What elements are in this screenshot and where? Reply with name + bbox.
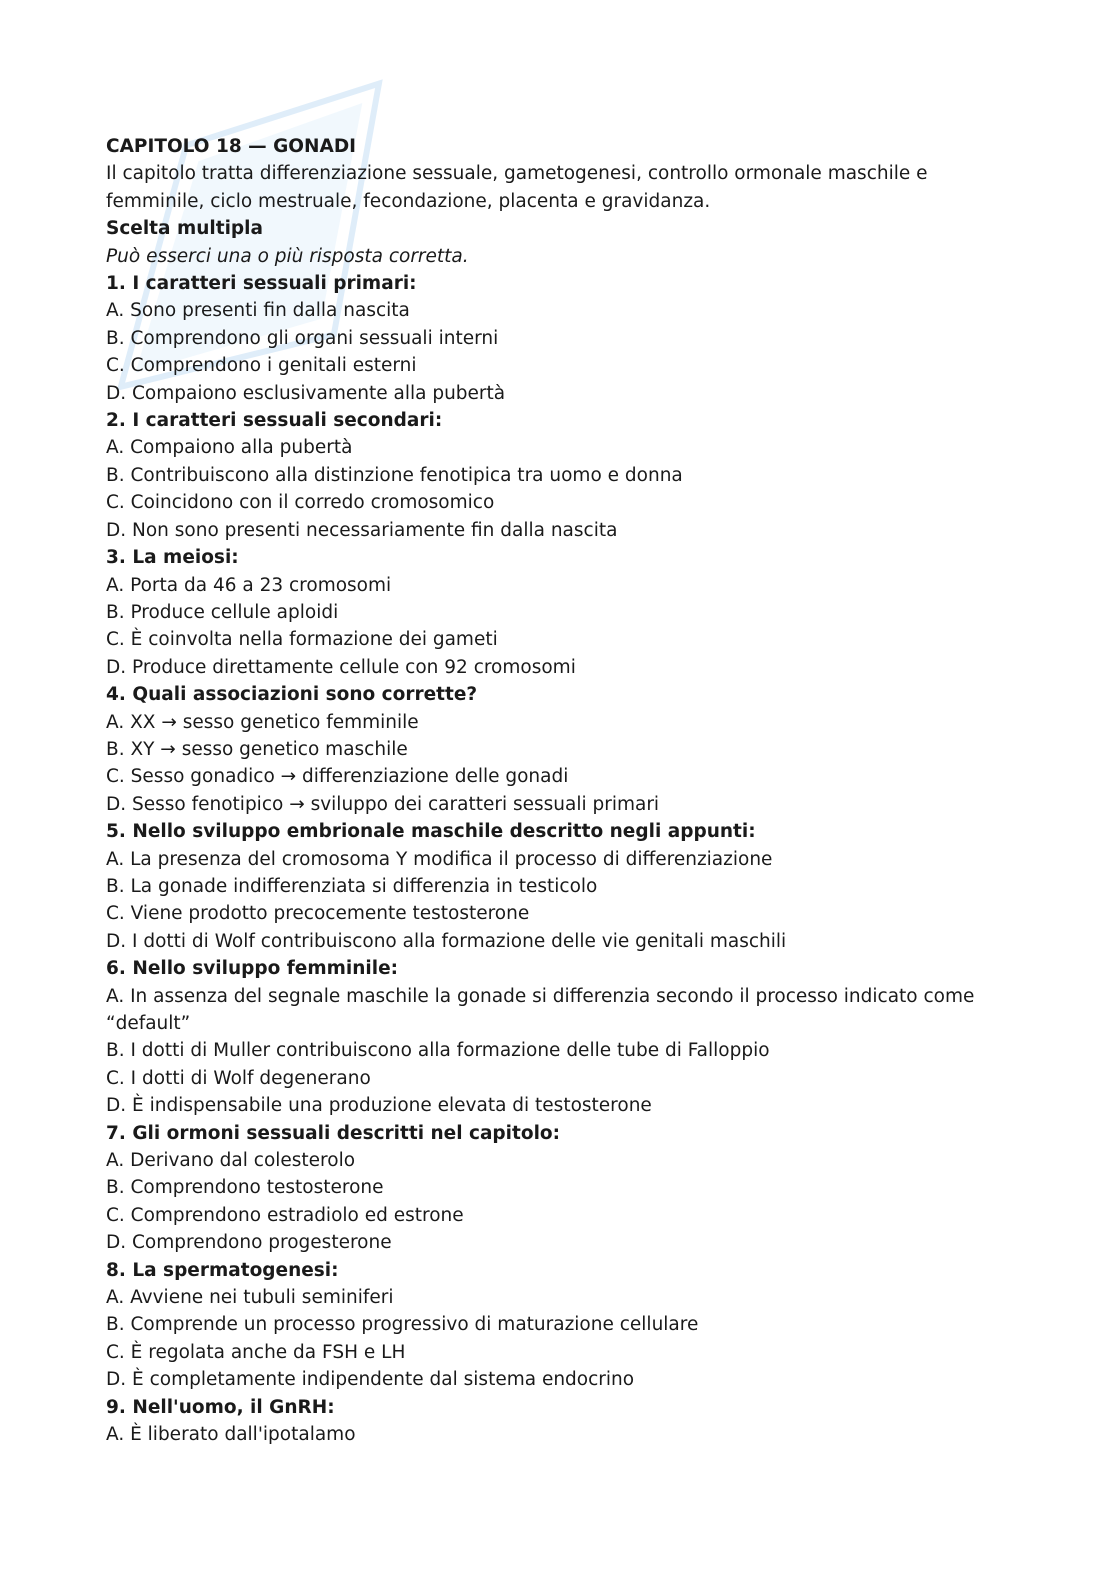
answer-option: A. La presenza del cromosoma Y modifica il processo di differenziazione [106, 848, 773, 870]
question-title: 7. Gli ormoni sessuali descritti nel capitolo: [106, 1122, 561, 1144]
answer-option: C. I dotti di Wolf degenerano [106, 1067, 371, 1089]
answer-option: D. È indispensabile una produzione elevata di testosterone [106, 1095, 652, 1117]
answer-option: A. In assenza del segnale maschile la gonade si differenzia secondo il processo indicato come “default” [106, 985, 975, 1034]
answer-option: C. È coinvolta nella formazione dei gameti [106, 629, 498, 651]
answer-option: C. Viene prodotto precocemente testosterone [106, 903, 530, 925]
answer-option: B. XY → sesso genetico maschile [106, 738, 408, 760]
question-block [106, 681, 986, 818]
question-block [106, 1120, 986, 1257]
answer-option: C. Sesso gonadico → differenziazione delle gonadi [106, 766, 569, 788]
question-title: 2. I caratteri sessuali secondari: [106, 410, 443, 432]
answer-option: B. I dotti di Muller contribuiscono alla formazione delle tube di Falloppio [106, 1040, 770, 1062]
answer-option: B. Contribuiscono alla distinzione fenotipica tra uomo e donna [106, 464, 683, 486]
answer-option: D. Comprendono progesterone [106, 1232, 392, 1254]
question-title: 6. Nello sviluppo femminile: [106, 958, 399, 980]
page-title: CAPITOLO 18 — GONADI [106, 136, 357, 157]
answer-option: C. Comprendono i genitali esterni [106, 355, 417, 377]
answer-option: A. Sono presenti fin dalla nascita [106, 300, 410, 322]
question-block [106, 407, 986, 544]
question-title: 8. La spermatogenesi: [106, 1259, 339, 1281]
answer-option: B. La gonade indifferenziata si differenzia in testicolo [106, 875, 598, 897]
question-title: 3. La meiosi: [106, 547, 239, 569]
answer-option: C. Comprendono estradiolo ed estrone [106, 1204, 464, 1226]
question-block [106, 270, 986, 407]
section-heading: Scelta multipla [106, 218, 263, 240]
question-title: 4. Quali associazioni sono corrette? [106, 684, 478, 706]
answer-option: C. Coincidono con il corredo cromosomico [106, 492, 495, 514]
answer-option: B. Comprende un processo progressivo di maturazione cellulare [106, 1314, 699, 1336]
answer-option: A. Porta da 46 a 23 cromosomi [106, 574, 392, 596]
answer-option: D. I dotti di Wolf contribuiscono alla formazione delle vie genitali maschili [106, 930, 787, 952]
answer-option: A. Compaiono alla pubertà [106, 437, 353, 459]
answer-option: A. Avviene nei tubuli seminiferi [106, 1287, 394, 1309]
answer-option: B. Comprendono testosterone [106, 1177, 384, 1199]
instructions: Può esserci una o più risposta corretta. [106, 245, 469, 267]
question-title: 5. Nello sviluppo embrionale maschile descritto negli appunti: [106, 821, 756, 843]
answer-option: D. Compaiono esclusivamente alla pubertà [106, 382, 506, 404]
question-title: 1. I caratteri sessuali primari: [106, 273, 417, 295]
answer-option: A. XX → sesso genetico femminile [106, 711, 419, 733]
answer-option: A. Derivano dal colesterolo [106, 1150, 356, 1172]
answer-option: B. Produce cellule aploidi [106, 601, 339, 623]
answer-option: D. Sesso fenotipico → sviluppo dei caratteri sessuali primari [106, 793, 660, 815]
question-block [106, 955, 986, 1119]
answer-option: D. È completamente indipendente dal sistema endocrino [106, 1369, 635, 1391]
answer-option: A. È liberato dall'ipotalamo [106, 1424, 356, 1446]
question-block [106, 818, 986, 955]
answer-option: C. È regolata anche da FSH e LH [106, 1341, 406, 1363]
chapter-intro: Il capitolo tratta differenziazione sessuale, gametogenesi, controllo ormonale maschile e femminile, ciclo mestruale, fecondazione, placenta e gravidanza. [106, 163, 928, 212]
answer-option: D. Produce direttamente cellule con 92 cromosomi [106, 656, 576, 678]
question-block [106, 1257, 986, 1394]
question-block [106, 1394, 986, 1449]
question-title: 9. Nell'uomo, il GnRH: [106, 1396, 335, 1418]
answer-option: B. Comprendono gli organi sessuali interni [106, 327, 499, 349]
document-body [106, 133, 986, 1449]
question-block [106, 544, 986, 681]
answer-option: D. Non sono presenti necessariamente fin dalla nascita [106, 519, 618, 541]
question-list [106, 270, 986, 1448]
